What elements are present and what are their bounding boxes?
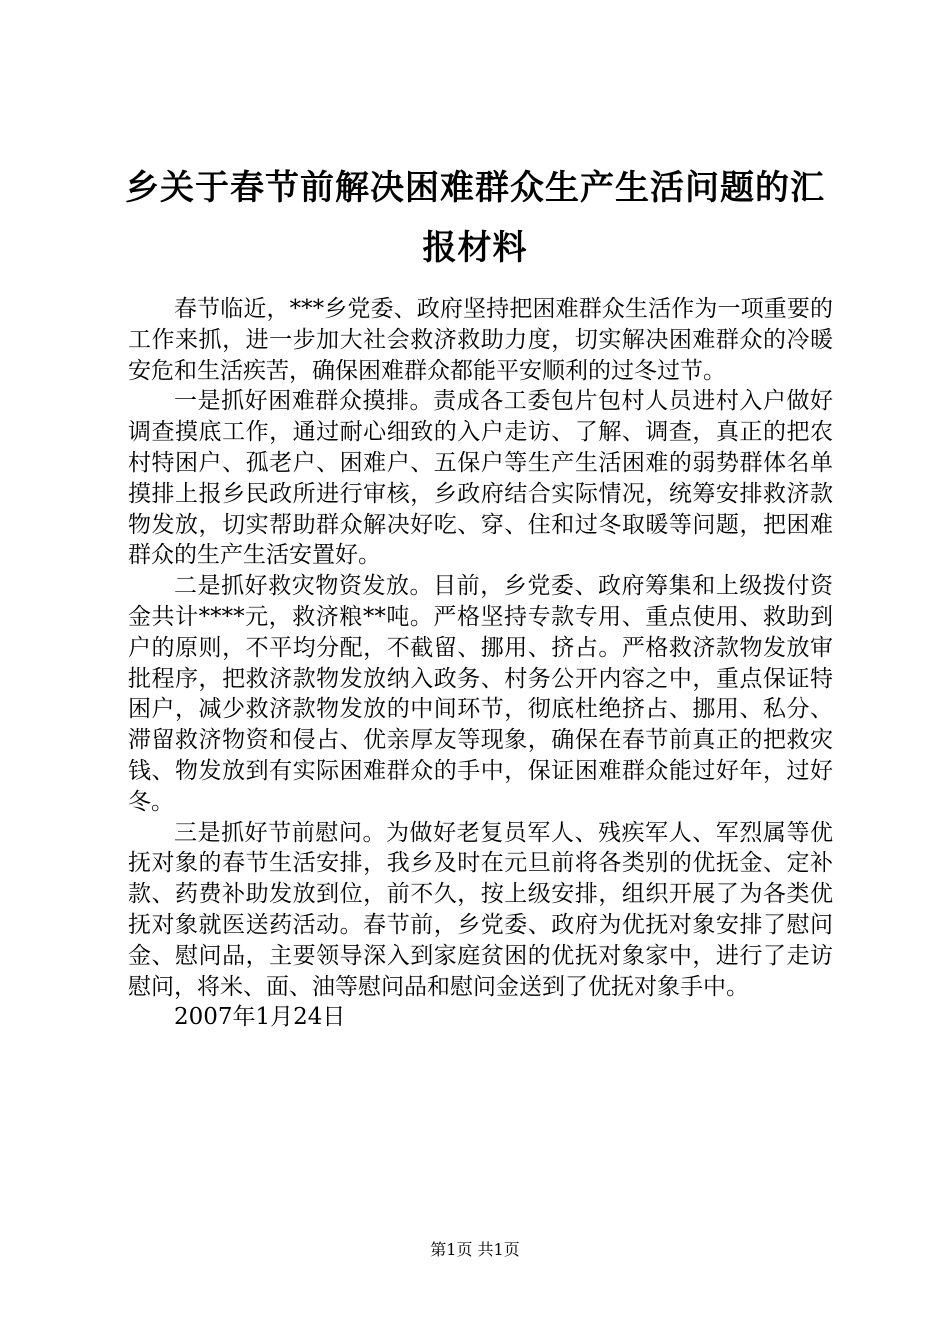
document-body [128, 294, 833, 1033]
paragraph-item-3: 三是抓好节前慰问。为做好老复员军人、残疾军人、军烈属等优抚对象的春节生活安排，我乡及时在元旦前将各类别的优抚金、定补款、药费补助发放到位，前不久，按上级安排，组织开展了为各类优抚对象就医送药活动。春节前，乡党委、政府为优抚对象安排了慰问金、慰问品，主要领导深入到家庭贫困的优抚对象家中，进行了走访慰问，将米、面、油等慰问品和慰问金送到了优抚对象手中。 [128, 819, 833, 1000]
paragraph-item-2: 二是抓好救灾物资发放。目前，乡党委、政府筹集和上级拨付资金共计****元，救济粮**吨。严格坚持专款专用、重点使用、救助到户的原则，不平均分配，不截留、挪用、挤占。严格救济款物发放审批程序，把救济款物发放纳入政务、村务公开内容之中，重点保证特困户，减少救济款物发放的中间环节，彻底杜绝挤占、挪用、私分、滞留救济物资和侵占、优亲厚友等现象，确保在春节前真正的把救灾钱、物发放到有实际困难群众的手中，保证困难群众能过好年，过好冬。 [128, 573, 833, 815]
page-footer: 第1页 共1页 [430, 1240, 520, 1259]
document-title: 乡关于春节前解决困难群众生产生活问题的汇报材料 [125, 168, 825, 268]
paragraph-intro: 春节临近，***乡党委、政府坚持把困难群众生活作为一项重要的工作来抓，进一步加大社会救济救助力度，切实解决困难群众的冷暖安危和生活疾苦，确保困难群众都能平安顺利的过冬过节。 [128, 296, 833, 384]
document-date: 2007年1月24日 [174, 1004, 346, 1031]
paragraph-item-1: 一是抓好困难群众摸排。责成各工委包片包村人员进村入户做好调查摸底工作，通过耐心细致的入户走访、了解、调查，真正的把农村特困户、孤老户、困难户、五保户等生产生活困难的弱势群体名单摸排上报乡民政所进行审核，乡政府结合实际情况，统筹安排救济款物发放，切实帮助群众解决好吃、穿、住和过冬取暖等问题，把困难群众的生产生活安置好。 [128, 388, 833, 569]
